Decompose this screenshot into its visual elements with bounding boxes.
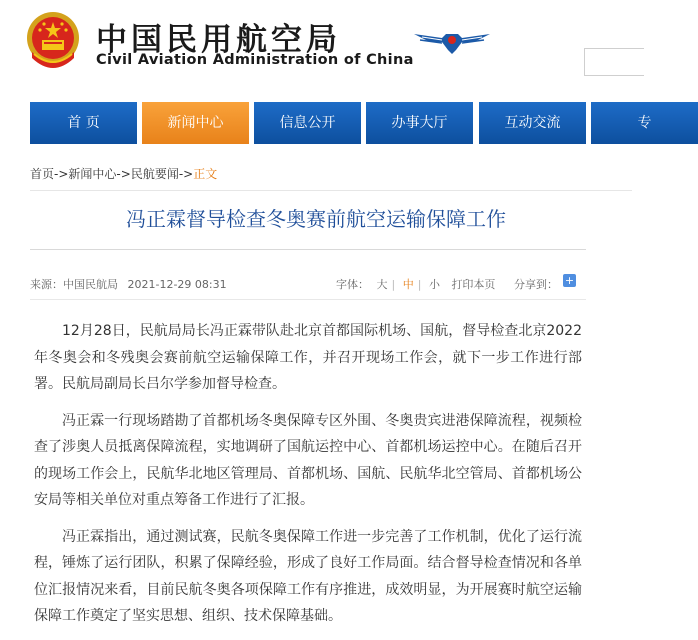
nav-item-interaction[interactable]: 互动交流 — [479, 102, 586, 144]
share-label: 分享到： — [514, 278, 558, 291]
nav-item-services[interactable]: 办事大厅 — [366, 102, 473, 144]
caac-wings-logo-icon — [412, 24, 492, 60]
article-date: 2021-12-29 08:31 — [127, 278, 227, 291]
divider — [30, 249, 586, 250]
font-size-label: 字体： — [336, 278, 369, 291]
article-meta — [30, 276, 233, 292]
breadcrumb-separator: -> — [178, 167, 194, 181]
nav-item-info[interactable]: 信息公开 — [254, 102, 361, 144]
font-size-small[interactable]: 小 — [428, 278, 440, 291]
breadcrumb — [30, 165, 217, 182]
site-title-en: Civil Aviation Administration of China — [96, 52, 414, 68]
article-body — [34, 318, 582, 640]
nav-item-news[interactable]: 新闻中心 — [142, 102, 249, 144]
breadcrumb-news[interactable]: 新闻中心 — [68, 167, 117, 181]
article-paragraph: 冯正霖一行现场踏勘了首都机场冬奥保障专区外围、冬奥贵宾进港保障流程，视频检查了涉奥人员抵离保障流程，实地调研了国航运控中心、首都机场运控中心。在随后召开的现场工作会上，民航华北地区管理局、首都机场、国航、民航华北空管局、首都机场公安局等相关单位对重点筹备工作进行了汇报。 — [34, 412, 582, 508]
breadcrumb-current: 正文 — [193, 167, 218, 181]
article-paragraph: 12月28日，民航局局长冯正霖带队赴北京首都国际机场、国航，督导检查北京2022年冬奥会和冬残奥会赛前航空运输保障工作，并召开现场工作会，就下一步工作进行部署。民航局副局长吕尔学参加督导检查。 — [34, 323, 582, 392]
breadcrumb-home[interactable]: 首页 — [30, 167, 55, 181]
site-header — [0, 0, 632, 92]
article-paragraph: 冯正霖指出，通过测试赛，民航冬奥保障工作进一步完善了工作机制，优化了运行流程，锤炼了运行团队，积累了保障经验，形成了良好工作局面。结合督导检查情况和各单位汇报情况来看，目前民航冬奥各项保障工作有序推进，成效明显，为开展赛时航空运输保障工作奠定了坚实思想、组织、技术保障基础。 — [34, 528, 582, 624]
breadcrumb-headlines[interactable]: 民航要闻 — [130, 167, 179, 181]
nav-item-home[interactable]: 首 页 — [30, 102, 137, 144]
search-input[interactable] — [584, 48, 644, 76]
article-title: 冯正霖督导检查冬奥赛前航空运输保障工作 — [126, 207, 506, 231]
main-nav — [0, 102, 652, 144]
print-link[interactable]: 打印本页 — [451, 278, 496, 291]
font-size-controls: 字体： 大 | 中 | 小 打印本页 — [336, 278, 496, 291]
national-emblem-icon — [22, 8, 84, 74]
divider — [30, 299, 586, 300]
breadcrumb-separator: -> — [54, 167, 69, 181]
font-size-large[interactable]: 大 — [376, 278, 388, 291]
article-source: 来源：中国民航局 — [30, 278, 118, 291]
breadcrumb-separator: -> — [116, 167, 131, 181]
nav-item-special[interactable]: 专 — [591, 102, 698, 144]
font-size-medium[interactable]: 中 — [402, 278, 414, 291]
share-plus-icon[interactable]: + — [564, 274, 575, 287]
divider — [30, 190, 632, 191]
site-title-cn: 中国民用航空局 — [96, 22, 341, 58]
